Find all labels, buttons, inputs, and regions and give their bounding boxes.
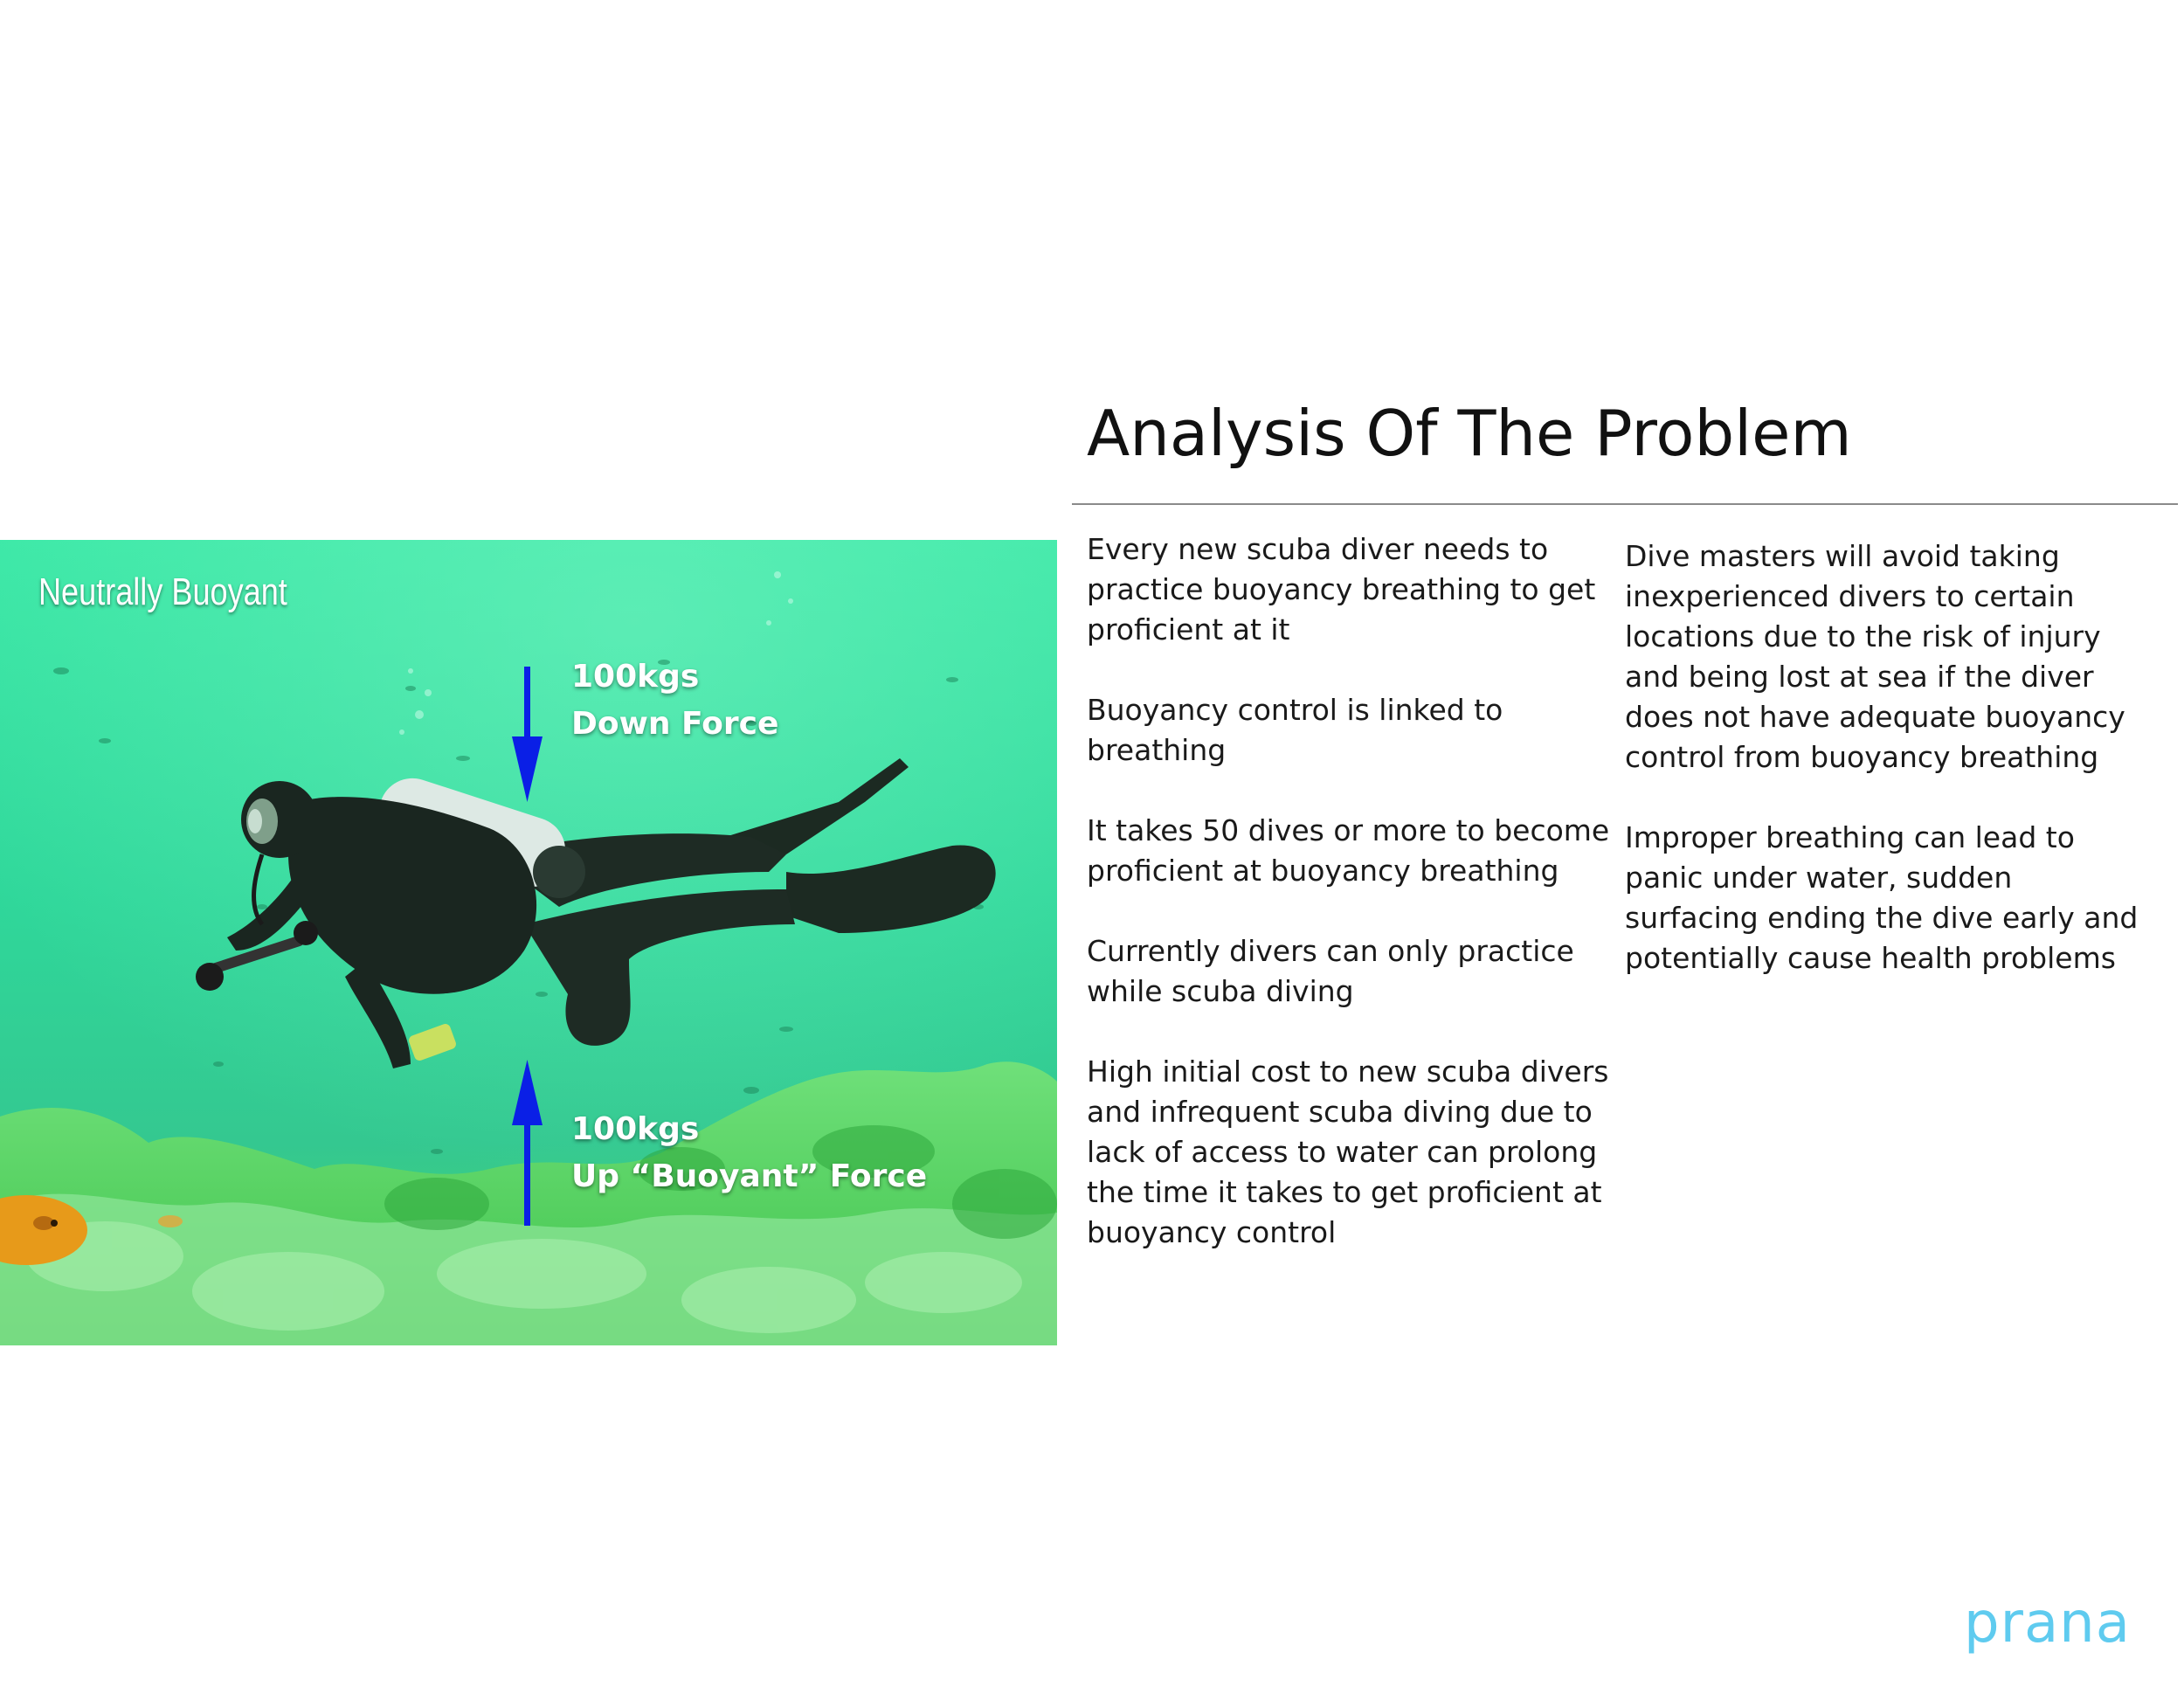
title-divider (1072, 503, 2178, 505)
neutrally-buoyant-label: Neutrally Buoyant (38, 570, 287, 613)
problem-point: It takes 50 dives or more to become proficient at buoyancy breathing (1087, 813, 1610, 888)
down-force-name: Down Force (571, 706, 779, 742)
diver-photo (0, 540, 1057, 1345)
page-title: Analysis Of The Problem (1087, 397, 1852, 470)
up-force-weight: 100kgs (571, 1111, 700, 1147)
prana-logo: prana (1964, 1591, 2131, 1656)
up-force-arrow (524, 1121, 530, 1226)
down-force-weight: 100kgs (571, 659, 700, 695)
problem-points-left (1087, 529, 1611, 1293)
problem-point: Dive masters will avoid taking inexperienced divers to certain locations due to the risk of injury and being lost at sea if the diver does not have adequate buoyancy control from buoyancy breathing (1625, 539, 2125, 774)
problem-point: Buoyancy control is linked to breathing (1087, 693, 1503, 767)
problem-point: High initial cost to new scuba divers and infrequent scuba diving due to lack of access to water can prolong the time it takes to get proficient at buoyancy control (1087, 1054, 1609, 1249)
down-force-label (571, 653, 778, 748)
problem-point: Currently divers can only practice while scuba diving (1087, 934, 1574, 1008)
problem-point: Improper breathing can lead to panic under water, sudden surfacing ending the dive early and potentially cause health problems (1625, 820, 2139, 975)
up-force-name: Up “Buoyant” Force (571, 1158, 928, 1194)
problem-points-right (1625, 536, 2149, 1019)
up-force-label (571, 1106, 927, 1200)
underwater-scene-illustration (0, 540, 1057, 1345)
problem-point: Every new scuba diver needs to practice buoyancy breathing to get proficient at it (1087, 532, 1596, 646)
